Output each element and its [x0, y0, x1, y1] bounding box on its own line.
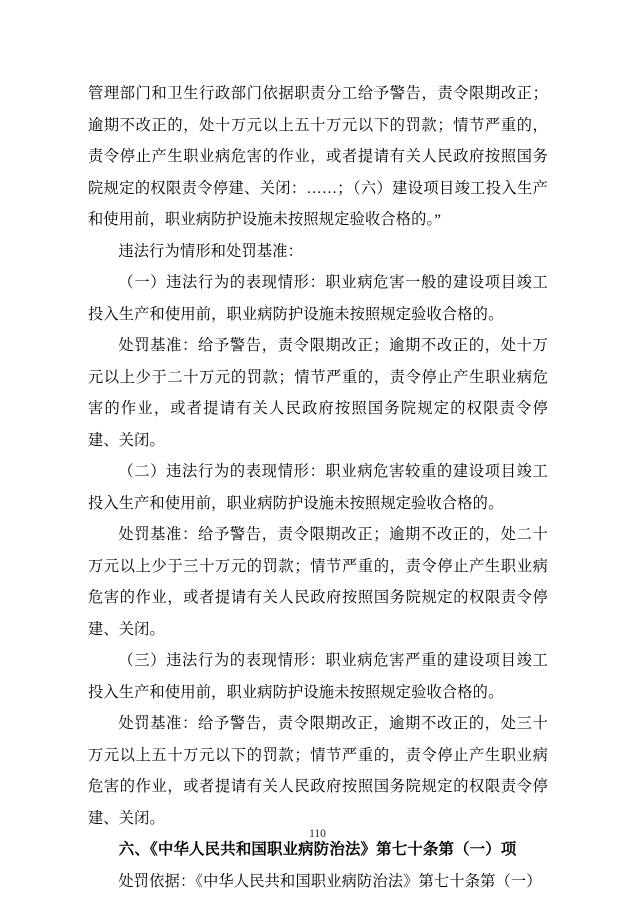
- paragraph-violation-standard-title: 违法行为情形和处罚基准：: [118, 242, 304, 260]
- paragraph-section-six-basis: 处罚依据：《中华人民共和国职业病防治法》第七十条第（一）: [118, 872, 542, 890]
- paragraph-continued-quote: 管理部门和卫生行政部门依据职责分工给予警告，责令限期改正；逾期不改正的，处十万元以上五十万元以下的罚款；情节严重的，责令停止产生职业病危害的作业，或者提请有关人民政府按照国务院规定的权限责令停建、关闭：……；（六）建设项目竣工投入生产和使用前，职业病防护设施未按照规定验收合格的。”: [88, 85, 548, 228]
- section-heading-six: 六、《中华人民共和国职业病防治法》第七十条第（一）项: [118, 841, 517, 858]
- paragraph-case-3-situation: （三）违法行为的表现情形：职业病危害严重的建设项目竣工投入生产和使用前，职业病防护设施未按照规定验收合格的。: [88, 652, 548, 701]
- paragraph-case-2-standard: 处罚基准：给予警告，责令限期改正；逾期不改正的，处二十万元以上少于三十万元的罚款；情节严重的，责令停止产生职业病危害的作业，或者提请有关人民政府按照国务院规定的权限责令停建、关闭。: [88, 526, 548, 638]
- paragraph-case-2-situation: （二）违法行为的表现情形：职业病危害较重的建设项目竣工投入生产和使用前，职业病防护设施未按照规定验收合格的。: [88, 463, 548, 512]
- page-number: 110: [309, 828, 326, 840]
- paragraph-case-1-situation: （一）违法行为的表现情形：职业病危害一般的建设项目竣工投入生产和使用前，职业病防护设施未按照规定验收合格的。: [88, 274, 548, 323]
- page-content: [88, 78, 548, 897]
- paragraph-case-1-standard: 处罚基准：给予警告，责令限期改正；逾期不改正的，处十万元以上少于二十万元的罚款；情节严重的，责令停止产生职业病危害的作业，或者提请有关人民政府按照国务院规定的权限责令停建、关闭。: [88, 337, 548, 449]
- paragraph-case-3-standard: 处罚基准：给予警告，责令限期改正，逾期不改正的，处三十万元以上五十万元以下的罚款；情节严重的，责令停止产生职业病危害的作业，或者提请有关人民政府按照国务院规定的权限责令停建、关闭。: [88, 715, 548, 827]
